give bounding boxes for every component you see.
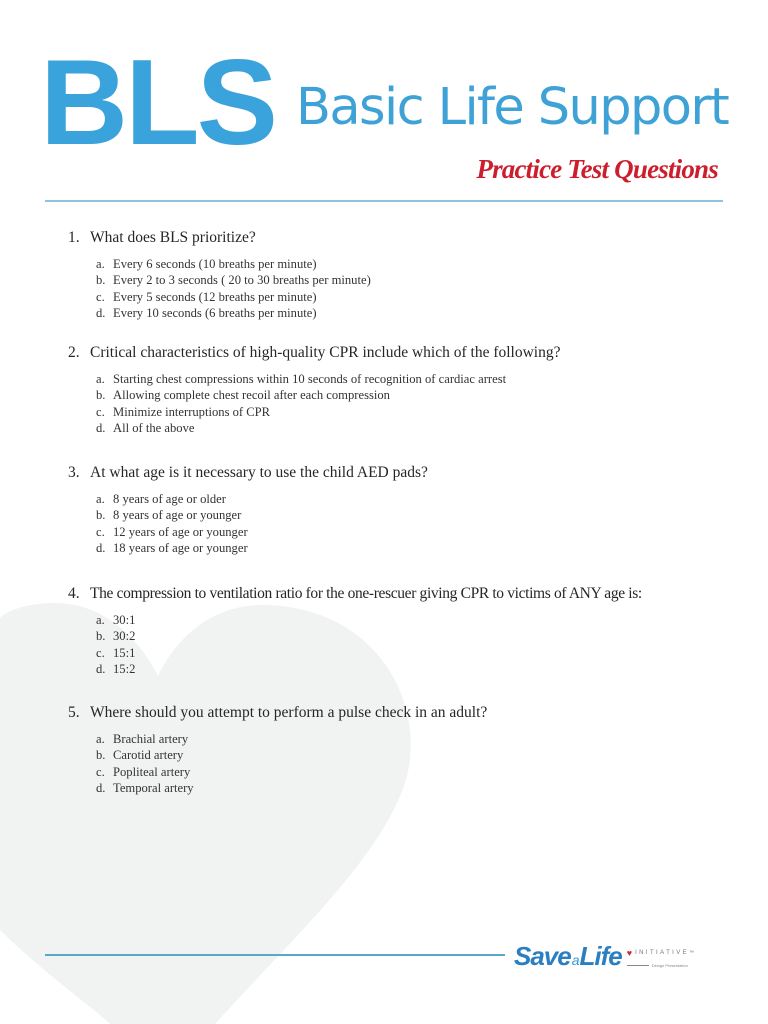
logo-sub-rule <box>627 965 649 966</box>
option-item <box>96 256 371 272</box>
option-text: 18 years of age or younger <box>113 541 248 556</box>
option-item <box>96 780 487 796</box>
option-letter: c. <box>96 645 105 660</box>
option-text: 12 years of age or younger <box>113 524 248 539</box>
logo-sub-text: Design Presentation <box>651 963 688 968</box>
option-text: 30:2 <box>113 629 136 644</box>
question-4 <box>68 584 642 678</box>
save-a-life-logo <box>514 940 694 976</box>
trademark-symbol: ™ <box>689 950 695 956</box>
option-letter: a. <box>96 257 105 271</box>
option-letter: c. <box>96 524 105 539</box>
heart-icon: ♥ <box>626 948 633 958</box>
option-text: Brachial artery <box>113 732 189 746</box>
option-item <box>96 404 560 420</box>
option-letter: d. <box>96 781 106 796</box>
options-list <box>68 491 428 557</box>
option-letter: b. <box>96 629 106 644</box>
footer-divider <box>45 954 505 956</box>
option-text: 30:1 <box>113 613 136 627</box>
option-letter: d. <box>96 541 106 556</box>
option-text: 15:1 <box>113 645 136 660</box>
logo-initiative-text: INITIATIVE <box>635 950 690 956</box>
option-letter: c. <box>96 764 105 779</box>
question-text: Where should you attempt to perform a pulse check in an adult? <box>90 704 488 721</box>
option-letter: a. <box>96 732 105 746</box>
option-text: 8 years of age or younger <box>113 508 242 523</box>
option-item <box>96 628 642 644</box>
question-text: Critical characteristics of high-quality CPR include which of the following? <box>90 344 561 361</box>
option-letter: a. <box>96 613 105 627</box>
bls-acronym: BLS <box>40 34 275 170</box>
option-letter: b. <box>96 508 106 523</box>
option-item <box>96 661 642 677</box>
option-item <box>96 491 428 507</box>
question-1 <box>68 228 371 322</box>
page-title: Basic Life Support <box>296 78 729 137</box>
option-item <box>96 612 642 628</box>
option-item <box>96 524 428 540</box>
option-text: All of the above <box>113 421 195 436</box>
question-2 <box>68 343 560 437</box>
question-3 <box>68 463 428 557</box>
options-list <box>68 371 560 437</box>
option-item <box>96 540 428 556</box>
question-5 <box>68 703 487 797</box>
option-letter: a. <box>96 492 105 506</box>
option-text: 8 years of age or older <box>113 492 226 506</box>
option-text: Temporal artery <box>113 781 194 796</box>
options-list <box>68 731 487 797</box>
question-text: What does BLS prioritize? <box>90 229 256 246</box>
option-text: Every 5 seconds (12 breaths per minute) <box>113 289 317 304</box>
logo-life: Life <box>579 941 622 971</box>
logo-wordmark <box>514 940 622 976</box>
option-letter: d. <box>96 306 106 321</box>
option-text: Every 2 to 3 seconds ( 20 to 30 breaths per minute) <box>113 273 371 288</box>
question-number: 5. <box>68 704 80 721</box>
option-letter: b. <box>96 273 106 288</box>
option-letter: b. <box>96 748 106 763</box>
option-letter: b. <box>96 388 106 403</box>
option-item <box>96 289 371 305</box>
page-subtitle: Practice Test Questions <box>476 154 718 184</box>
option-letter: d. <box>96 662 106 677</box>
option-letter: c. <box>96 404 105 419</box>
option-letter: d. <box>96 421 106 436</box>
question-number: 2. <box>68 344 80 361</box>
options-list <box>68 612 642 678</box>
option-item <box>96 731 487 747</box>
option-item <box>96 371 560 387</box>
option-item <box>96 645 642 661</box>
option-item <box>96 272 371 288</box>
question-number: 3. <box>68 464 80 481</box>
option-item <box>96 420 560 436</box>
logo-save: Save <box>514 941 571 971</box>
option-item <box>96 387 560 403</box>
option-item <box>96 507 428 523</box>
option-text: Every 10 seconds (6 breaths per minute) <box>113 306 317 321</box>
option-item <box>96 764 487 780</box>
option-text: 15:2 <box>113 662 136 677</box>
option-letter: c. <box>96 289 105 304</box>
header-divider <box>45 200 723 202</box>
option-text: Minimize interruptions of CPR <box>113 404 271 419</box>
logo-a: a <box>571 952 579 968</box>
option-text: Starting chest compressions within 10 seconds of recognition of cardiac arrest <box>113 372 507 386</box>
question-number: 4. <box>68 585 80 602</box>
option-text: Carotid artery <box>113 748 184 763</box>
question-text: The compression to ventilation ratio for the one-rescuer giving CPR to victims of ANY age is: <box>90 585 642 602</box>
logo-initiative-block <box>627 948 694 968</box>
question-text: At what age is it necessary to use the child AED pads? <box>90 464 428 481</box>
options-list <box>68 256 371 322</box>
option-text: Popliteal artery <box>113 764 191 779</box>
option-letter: a. <box>96 372 105 386</box>
option-text: Allowing complete chest recoil after each compression <box>113 388 390 403</box>
option-item <box>96 747 487 763</box>
question-number: 1. <box>68 229 80 246</box>
option-item <box>96 305 371 321</box>
option-text: Every 6 seconds (10 breaths per minute) <box>113 257 317 271</box>
